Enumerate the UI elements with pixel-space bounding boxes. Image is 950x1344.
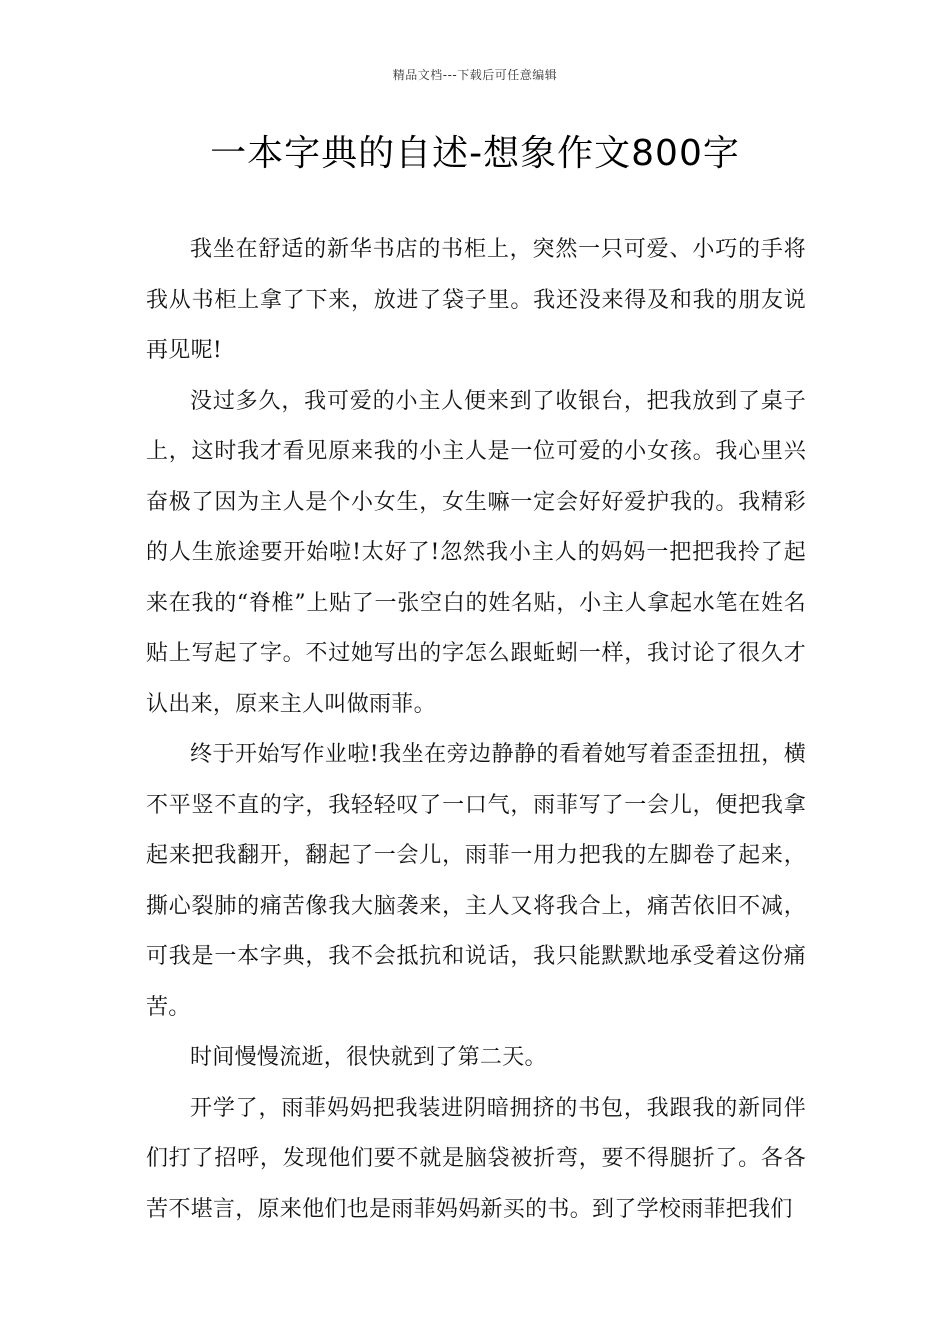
header-note: 精品文档---下载后可任意编辑 <box>392 68 558 82</box>
article-body <box>146 225 806 1235</box>
page-title: 一本字典的自述-想象作文800字 <box>210 133 740 174</box>
paragraph: 没过多久，我可爱的小主人便来到了收银台，把我放到了桌子上，这时我才看见原来我的小主人是一位可爱的小女孩。我心里兴奋极了因为主人是个小女生，女生嘛一定会好好爱护我的。我精彩的人生旅途要开始啦!太好了!忽然我小主人的妈妈一把把我拎了起来在我的“脊椎”上贴了一张空白的姓名贴，小主人拿起水笔在姓名贴上写起了字。不过她写出的字怎么跟蚯蚓一样，我讨论了很久才认出来，原来主人叫做雨菲。 <box>146 388 806 717</box>
paragraph: 时间慢慢流逝，很快就到了第二天。 <box>190 1045 547 1070</box>
paragraph: 开学了，雨菲妈妈把我装进阴暗拥挤的书包，我跟我的新同伴们打了招呼，发现他们要不就是脑袋被折弯，要不得腿折了。各各苦不堪言，原来他们也是雨菲妈妈新买的书。到了学校雨菲把我们 <box>146 1095 806 1222</box>
paragraph: 终于开始写作业啦!我坐在旁边静静的看着她写着歪歪扭扭，横不平竖不直的字，我轻轻叹了一口气，雨菲写了一会儿，便把我拿起来把我翻开，翻起了一会儿，雨菲一用力把我的左脚卷了起来，撕心裂肺的痛苦像我大脑袭来，主人又将我合上，痛苦依旧不减，可我是一本字典，我不会抵抗和说话，我只能默默地承受着这份痛苦。 <box>146 742 806 1020</box>
paragraph: 我坐在舒适的新华书店的书柜上，突然一只可爱、小巧的手将我从书柜上拿了下来，放进了袋子里。我还没来得及和我的朋友说再见呢! <box>146 237 806 363</box>
